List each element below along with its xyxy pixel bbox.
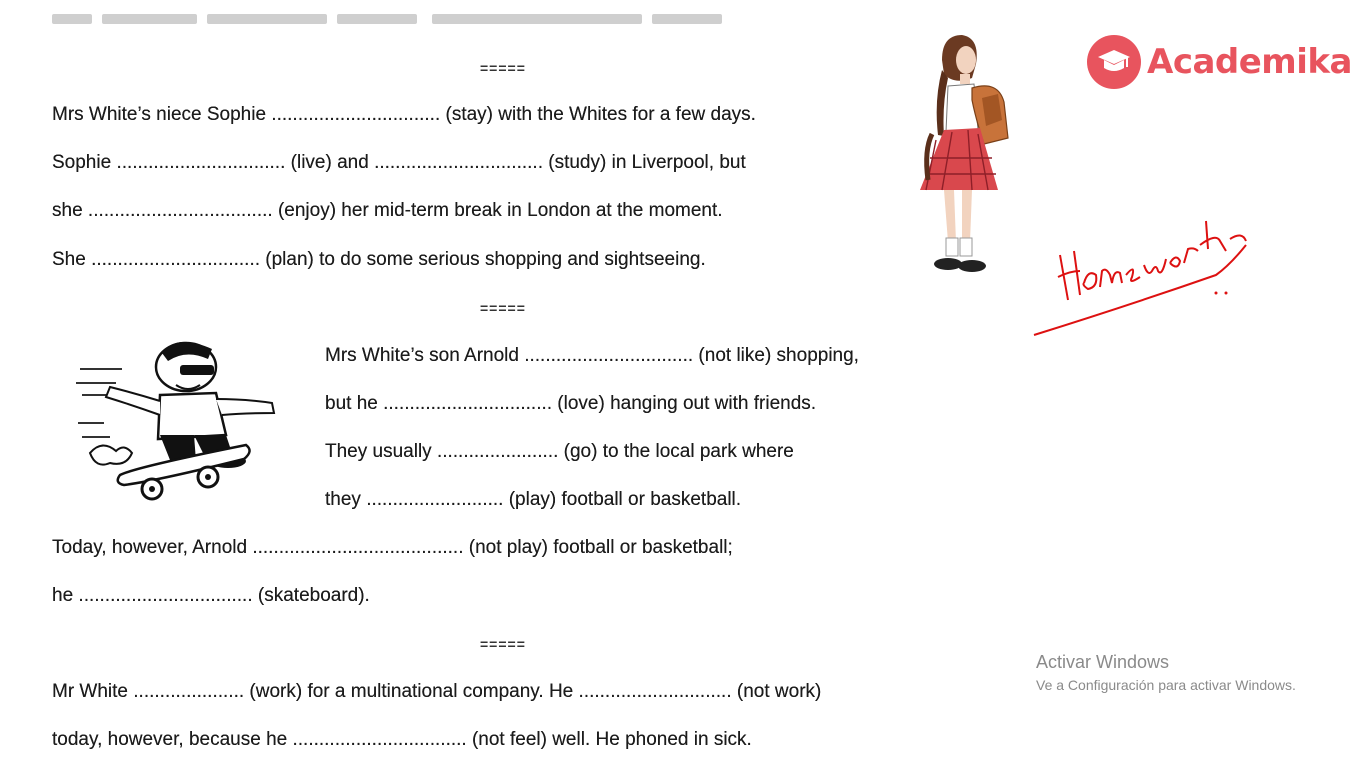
exercise-line: She ................................ (plan) to do some serious shopping and sightseeing. xyxy=(52,249,706,270)
academika-logo xyxy=(1087,35,1352,89)
skateboarder-illustration xyxy=(76,335,281,510)
girl-illustration xyxy=(912,30,1012,280)
exercise-line: They usually ....................... (go) to the local park where xyxy=(325,441,794,462)
homework-handwriting xyxy=(1030,205,1260,345)
exercise-line: but he ................................ (love) hanging out with friends. xyxy=(325,393,817,414)
exercise-line: Mrs White’s son Arnold ................................ (not like) shopping, xyxy=(325,345,859,366)
separator: ===== xyxy=(480,60,526,76)
exercise-line: Mrs White’s niece Sophie ................................ (stay) with the Whites for a few days. xyxy=(52,104,756,125)
separator: ===== xyxy=(480,300,526,316)
activation-title: Activar Windows xyxy=(1036,652,1170,672)
exercise-line: Mr White ..................... (work) for a multinational company. He ............................. (not work) xyxy=(52,681,822,702)
cut-off-text-line xyxy=(52,14,732,34)
exercise-line: she ................................... (enjoy) her mid-term break in London at the moment. xyxy=(52,200,723,221)
graduation-cap-icon xyxy=(1087,35,1141,89)
exercise-line: they .......................... (play) football or basketball. xyxy=(325,489,742,510)
logo-text: Academika xyxy=(1147,42,1352,82)
exercise-line: today, however, because he ................................. (not feel) well. He phoned in sick. xyxy=(52,729,752,750)
separator: ===== xyxy=(480,636,526,652)
exercise-line: Sophie ................................ (live) and ................................ (study) in Liverpool, but xyxy=(52,152,746,173)
exercise-line: Today, however, Arnold ........................................ (not play) football or basketball; xyxy=(52,537,733,558)
activation-subtitle: Ve a Configuración para activar Windows. xyxy=(1036,677,1296,693)
exercise-line: he ................................. (skateboard). xyxy=(52,585,370,606)
windows-activation-watermark xyxy=(1036,652,1296,693)
